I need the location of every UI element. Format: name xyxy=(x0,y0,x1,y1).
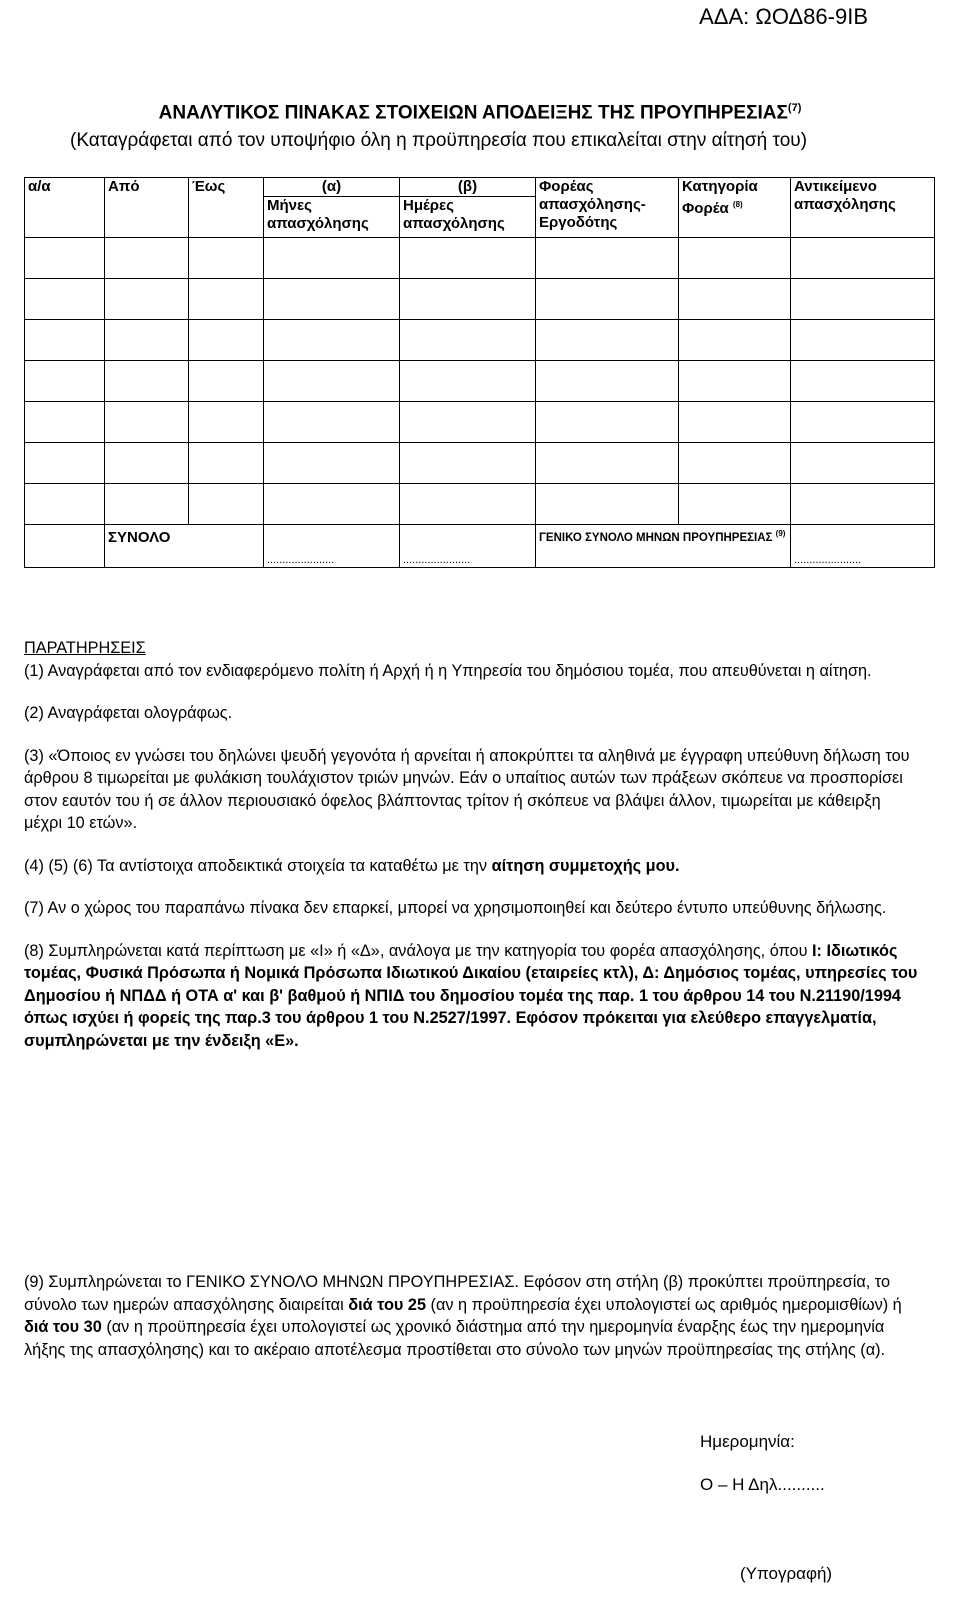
title-text: ΑΝΑΛΥΤΙΚΟΣ ΠΙΝΑΚΑΣ ΣΤΟΙΧΕΙΩΝ ΑΠΟΔΕΙΞΗΣ ΤΗΣ ΠΡΟΥΠΗΡΕΣΙΑΣ xyxy=(158,102,788,124)
header-a: (α) xyxy=(264,178,400,197)
note-9-bold-1: διά του 25 xyxy=(348,1295,427,1314)
header-object: Αντικείμενο απασχόλησης xyxy=(791,178,935,238)
service-table xyxy=(24,177,935,568)
grand-total-dots: ...................... xyxy=(794,554,862,566)
ada-code: ΑΔΑ: ΩΟΔ86-9ΙΒ xyxy=(699,4,868,29)
header-category xyxy=(679,178,791,238)
total-months-dots: ...................... xyxy=(267,554,335,566)
note-2: (2) Αναγράφεται ολογράφως. xyxy=(24,704,233,722)
header-from: Από xyxy=(105,178,189,238)
note-9-bold-2: διά του 30 xyxy=(24,1318,102,1336)
table-row[interactable] xyxy=(25,320,935,361)
document-subtitle: (Καταγράφεται από τον υποψήφιο όλη η προϋπηρεσία που επικαλείται στην αίτησή του) xyxy=(70,130,808,151)
notes-section xyxy=(24,637,919,1052)
note-1: (1) Αναγράφεται από τον ενδιαφερόμενο πολίτη ή Αρχή ή η Υπηρεσία του δημόσιου τομέα, που απευθύνεται η αίτηση. xyxy=(24,661,872,680)
header-months: Μήνες απασχόλησης xyxy=(264,197,400,238)
note-4-5-6-bold: αίτηση συμμετοχής μου. xyxy=(491,856,680,875)
note-4-5-6-text: (4) (5) (6) Τα αντίστοιχα αποδεικτικά στοιχεία τα καταθέτω με την xyxy=(24,856,492,875)
note-7: (7) Αν ο χώρος του παραπάνω πίνακα δεν επαρκεί, μπορεί να χρησιμοποιηθεί και δεύτερο έντυπο υπεύθυνης δήλωσης. xyxy=(24,899,887,917)
total-months[interactable] xyxy=(264,525,400,568)
note-9-text-3: (αν η προϋπηρεσία έχει υπολογιστεί ως χρονικό διάστημα από την ημερομηνία έναρξης έως την ημερομηνία λήξης της απασχόλησης) και το ακέραιο αποτέλεσμα προστίθεται στο σύνολο των μηνών προϋπηρεσίας της στήλης (α). xyxy=(24,1318,886,1359)
note-9-text-2: (αν η προϋπηρεσία έχει υπολογιστεί ως αριθμός ημερομισθίων) ή xyxy=(426,1295,902,1314)
table-row[interactable] xyxy=(25,484,935,525)
note-9-text-1: (9) Συμπληρώνεται το ΓΕΝΙΚΟ ΣΥΝΟΛΟ ΜΗΝΩΝ ΠΡΟΥΠΗΡΕΣΙΑΣ. Εφόσον στη στήλη (β) προκύπτει προϋπηρεσία, το σύνολο των ημερών απασχόλησης διαιρείται xyxy=(24,1273,891,1314)
total-days[interactable] xyxy=(400,525,536,568)
note-9 xyxy=(24,1271,904,1361)
table-row[interactable] xyxy=(25,402,935,443)
signature-label: (Υπογραφή) xyxy=(740,1564,833,1583)
total-label: ΣΥΝΟΛΟ xyxy=(105,525,264,568)
grand-total-ref: (9) xyxy=(775,529,786,538)
total-row xyxy=(25,525,935,568)
table-row[interactable] xyxy=(25,361,935,402)
document-title xyxy=(0,102,960,124)
header-aa: α/α xyxy=(25,178,105,238)
table-row[interactable] xyxy=(25,279,935,320)
note-8-text: (8) Συμπληρώνεται κατά περίπτωση με «Ι» ή «Δ», ανάλογα με την κατηγορία του φορέα απασχόλησης, όπου xyxy=(24,941,813,960)
note-8 xyxy=(24,940,919,1053)
header-b: (β) xyxy=(400,178,536,197)
header-category-text: Κατηγορία Φορέα xyxy=(682,178,758,217)
date-label: Ημερομηνία: xyxy=(700,1432,795,1451)
note-3: (3) «Όποιος εν γνώσει του δηλώνει ψευδή γεγονότα ή αρνείται ή αποκρύπτει τα αληθινά με έγγραφη υπεύθυνη δήλωση του άρθρου 8 τιμωρείται με φυλάκιση τουλάχιστον τριών μηνών. Εάν ο υπαίτιος αυτών των πράξεων σκόπευε να προσπορίσει στον εαυτόν του ή σε άλλον περιουσιακό όφελος βλάπτοντας τρίτον ή σκόπευε να βλάψει άλλον, τιμωρείται με κάθειρξη μέχρι 10 ετών». xyxy=(24,746,910,832)
title-ref: (7) xyxy=(787,102,802,114)
header-days: Ημέρες απασχόλησης xyxy=(400,197,536,238)
notes-heading: ΠΑΡΑΤΗΡΗΣΕΙΣ xyxy=(24,639,146,657)
declarant-label: Ο – Η Δηλ.......... xyxy=(700,1475,825,1494)
grand-total-text: ΓΕΝΙΚΟ ΣΥΝΟΛΟ ΜΗΝΩΝ ΠΡΟΥΠΗΡΕΣΙΑΣ xyxy=(539,531,773,544)
header-category-ref: (8) xyxy=(732,200,743,209)
header-to: Έως xyxy=(189,178,264,238)
table-row[interactable] xyxy=(25,443,935,484)
note-4-5-6 xyxy=(24,855,919,878)
grand-total-label xyxy=(536,525,791,568)
header-employer: Φορέας απασχόλησης-Εργοδότης xyxy=(536,178,679,238)
table-row[interactable] xyxy=(25,238,935,279)
note-8-bold: Ι: Ιδιωτικός τομέας, Φυσικά Πρόσωπα ή Νομικά Πρόσωπα Ιδιωτικού Δικαίου (εταιρείες κτλ), Δ: Δημόσιος τομέας, υπηρεσίες του Δημοσίου ή ΝΠΔΔ ή ΟΤΑ α' και β' βαθμού ή ΝΠΙΔ του δημοσίου τομέα της παρ. 1 του άρθρου 14 του Ν.21190/1994 όπως ισχύει ή φορείς της παρ.3 του άρθρου 1 του Ν.2527/1997. Εφόσον πρόκειται για ελεύθερο επαγγελματία, συμπληρώνεται με την ένδειξη «Ε». xyxy=(24,941,918,1050)
grand-total-value[interactable] xyxy=(791,525,935,568)
total-days-dots: ...................... xyxy=(403,554,471,566)
